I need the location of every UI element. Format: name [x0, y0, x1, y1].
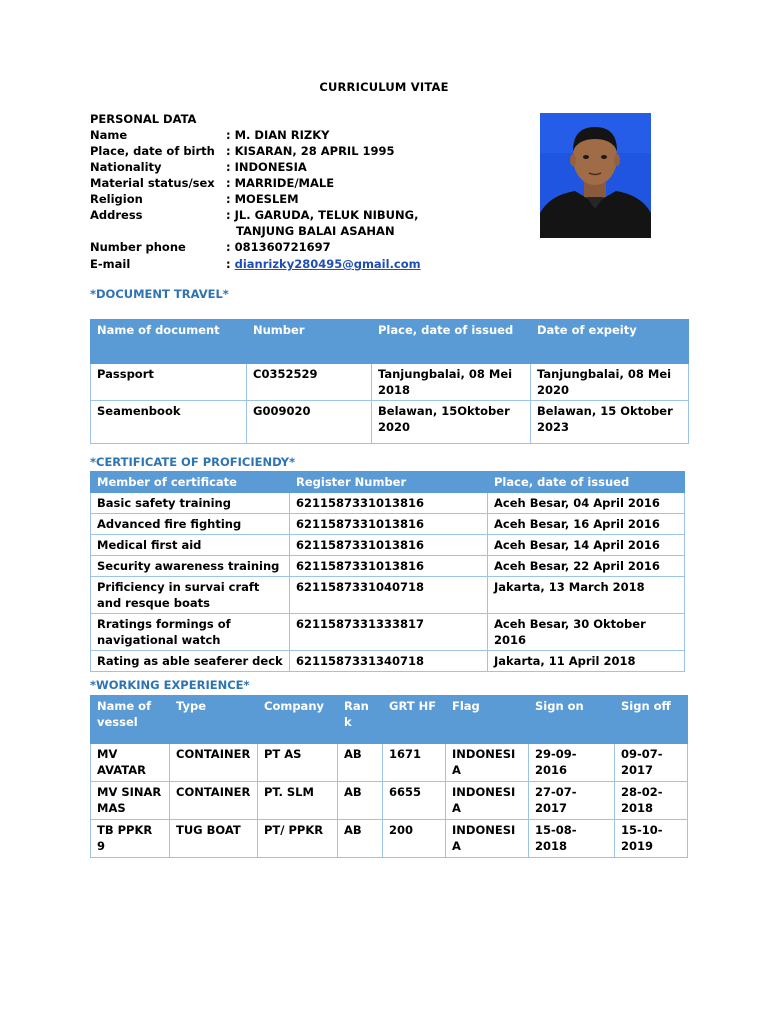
- table-cell: INDONESI A: [446, 820, 529, 858]
- personal-value: : 081360721697: [226, 240, 331, 254]
- table-header-cell: Name of vessel: [91, 696, 170, 744]
- table-cell: 6211587331013816: [290, 493, 488, 514]
- table-cell: 6655: [383, 782, 446, 820]
- table-header-cell: Member of certificate: [91, 472, 290, 493]
- table-cell: Rratings formings of navigational watch: [91, 614, 290, 651]
- table-cell: 29-09-2016: [529, 744, 615, 782]
- table-cell: Aceh Besar, 14 April 2016: [488, 535, 685, 556]
- table-cell: PT AS: [258, 744, 338, 782]
- table-row: [91, 535, 685, 556]
- table-cell: TB PPKR 9: [91, 820, 170, 858]
- table-cell: 15-10-2019: [615, 820, 688, 858]
- certificate-table: [90, 471, 685, 672]
- table-cell: TUG BOAT: [170, 820, 258, 858]
- table-cell: 6211587331340718: [290, 651, 488, 672]
- table-cell: 09-07-2017: [615, 744, 688, 782]
- table-cell: 6211587331333817: [290, 614, 488, 651]
- personal-value: : INDONESIA: [226, 160, 307, 174]
- experience-table: [90, 695, 688, 858]
- table-cell: 1671: [383, 744, 446, 782]
- personal-value: : JL. GARUDA, TELUK NIBUNG,: [226, 208, 419, 222]
- email-colon: :: [226, 257, 231, 271]
- personal-label: Nationality: [90, 160, 162, 174]
- table-cell: Aceh Besar, 30 Oktober 2016: [488, 614, 685, 651]
- table-cell: Passport: [91, 364, 247, 401]
- table-row: [91, 556, 685, 577]
- certificate-heading: *CERTIFICATE OF PROFICIENDY*: [90, 455, 296, 469]
- table-header-cell: Type: [170, 696, 258, 744]
- table-cell: 27-07-2017: [529, 782, 615, 820]
- table-header-cell: GRT HF: [383, 696, 446, 744]
- table-header-row: [91, 320, 689, 364]
- table-row: [91, 614, 685, 651]
- table-cell: AB: [338, 744, 383, 782]
- personal-value: [226, 256, 546, 272]
- table-cell: Rating as able seaferer deck: [91, 651, 290, 672]
- table-cell: MV AVATAR: [91, 744, 170, 782]
- table-cell: 28-02-2018: [615, 782, 688, 820]
- table-header-cell: Name of document: [91, 320, 247, 364]
- personal-value: : MOESLEM: [226, 192, 299, 206]
- table-cell: Jakarta, 13 March 2018: [488, 577, 685, 614]
- table-cell: Tanjungbalai, 08 Mei 2018: [372, 364, 531, 401]
- table-cell: 6211587331040718: [290, 577, 488, 614]
- table-row: [91, 651, 685, 672]
- table-cell: Aceh Besar, 22 April 2016: [488, 556, 685, 577]
- table-cell: CONTAINER: [170, 782, 258, 820]
- table-row: [91, 364, 689, 401]
- table-row: [91, 782, 688, 820]
- person-photo-icon: [540, 113, 651, 238]
- table-cell: INDONESI A: [446, 744, 529, 782]
- table-header-cell: Sign off: [615, 696, 688, 744]
- personal-label: Religion: [90, 192, 143, 206]
- table-cell: Basic safety training: [91, 493, 290, 514]
- table-cell: Belawan, 15 Oktober 2023: [531, 401, 689, 444]
- table-row: [91, 493, 685, 514]
- personal-value: : M. DIAN RIZKY: [226, 128, 330, 142]
- table-cell: G009020: [247, 401, 372, 444]
- table-cell: Prificiency in survai craft and resque boats: [91, 577, 290, 614]
- table-cell: Tanjungbalai, 08 Mei 2020: [531, 364, 689, 401]
- table-cell: Seamenbook: [91, 401, 247, 444]
- table-cell: PT/ PPKR: [258, 820, 338, 858]
- personal-label: E-mail: [90, 257, 131, 271]
- document-travel-table: [90, 319, 689, 444]
- profile-photo: [540, 113, 651, 238]
- table-cell: Jakarta, 11 April 2018: [488, 651, 685, 672]
- table-cell: Advanced fire fighting: [91, 514, 290, 535]
- personal-value: TANJUNG BALAI ASAHAN: [236, 224, 395, 238]
- personal-label: Material status/sex: [90, 176, 215, 190]
- table-row: [91, 820, 688, 858]
- table-row: [91, 577, 685, 614]
- table-cell: 15-08-2018: [529, 820, 615, 858]
- personal-label: Name: [90, 128, 128, 142]
- personal-label: Address: [90, 208, 143, 222]
- table-header-cell: Flag: [446, 696, 529, 744]
- table-header-row: [91, 696, 688, 744]
- table-cell: Aceh Besar, 04 April 2016: [488, 493, 685, 514]
- table-cell: 6211587331013816: [290, 514, 488, 535]
- table-header-cell: Place, date of issued: [488, 472, 685, 493]
- table-row: [91, 514, 685, 535]
- table-cell: PT. SLM: [258, 782, 338, 820]
- personal-data-heading: PERSONAL DATA: [90, 112, 197, 126]
- table-cell: INDONESI A: [446, 782, 529, 820]
- table-header-cell: Company: [258, 696, 338, 744]
- experience-heading: *WORKING EXPERIENCE*: [90, 678, 250, 692]
- table-header-cell: Register Number: [290, 472, 488, 493]
- table-header-cell: Ran k: [338, 696, 383, 744]
- table-header-cell: Place, date of issued: [372, 320, 531, 364]
- table-cell: 6211587331013816: [290, 556, 488, 577]
- page-title: CURRICULUM VITAE: [319, 80, 449, 94]
- table-row: [91, 401, 689, 444]
- table-cell: Belawan, 15Oktober 2020: [372, 401, 531, 444]
- table-header-cell: Number: [247, 320, 372, 364]
- personal-label: Number phone: [90, 240, 186, 254]
- table-header-cell: Sign on: [529, 696, 615, 744]
- table-cell: AB: [338, 820, 383, 858]
- table-cell: AB: [338, 782, 383, 820]
- table-cell: CONTAINER: [170, 744, 258, 782]
- personal-value: : KISARAN, 28 APRIL 1995: [226, 144, 395, 158]
- table-cell: 200: [383, 820, 446, 858]
- table-header-row: [91, 472, 685, 493]
- personal-label: Place, date of birth: [90, 144, 215, 158]
- personal-value: : MARRIDE/MALE: [226, 176, 335, 190]
- table-row: [91, 744, 688, 782]
- table-cell: MV SINAR MAS: [91, 782, 170, 820]
- table-cell: Medical first aid: [91, 535, 290, 556]
- table-cell: Aceh Besar, 16 April 2016: [488, 514, 685, 535]
- table-cell: 6211587331013816: [290, 535, 488, 556]
- table-header-cell: Date of expeity: [531, 320, 689, 364]
- document-travel-heading: *DOCUMENT TRAVEL*: [90, 287, 229, 301]
- table-cell: Security awareness training: [91, 556, 290, 577]
- email-link[interactable]: dianrizky280495@gmail.com: [234, 257, 421, 271]
- table-cell: C0352529: [247, 364, 372, 401]
